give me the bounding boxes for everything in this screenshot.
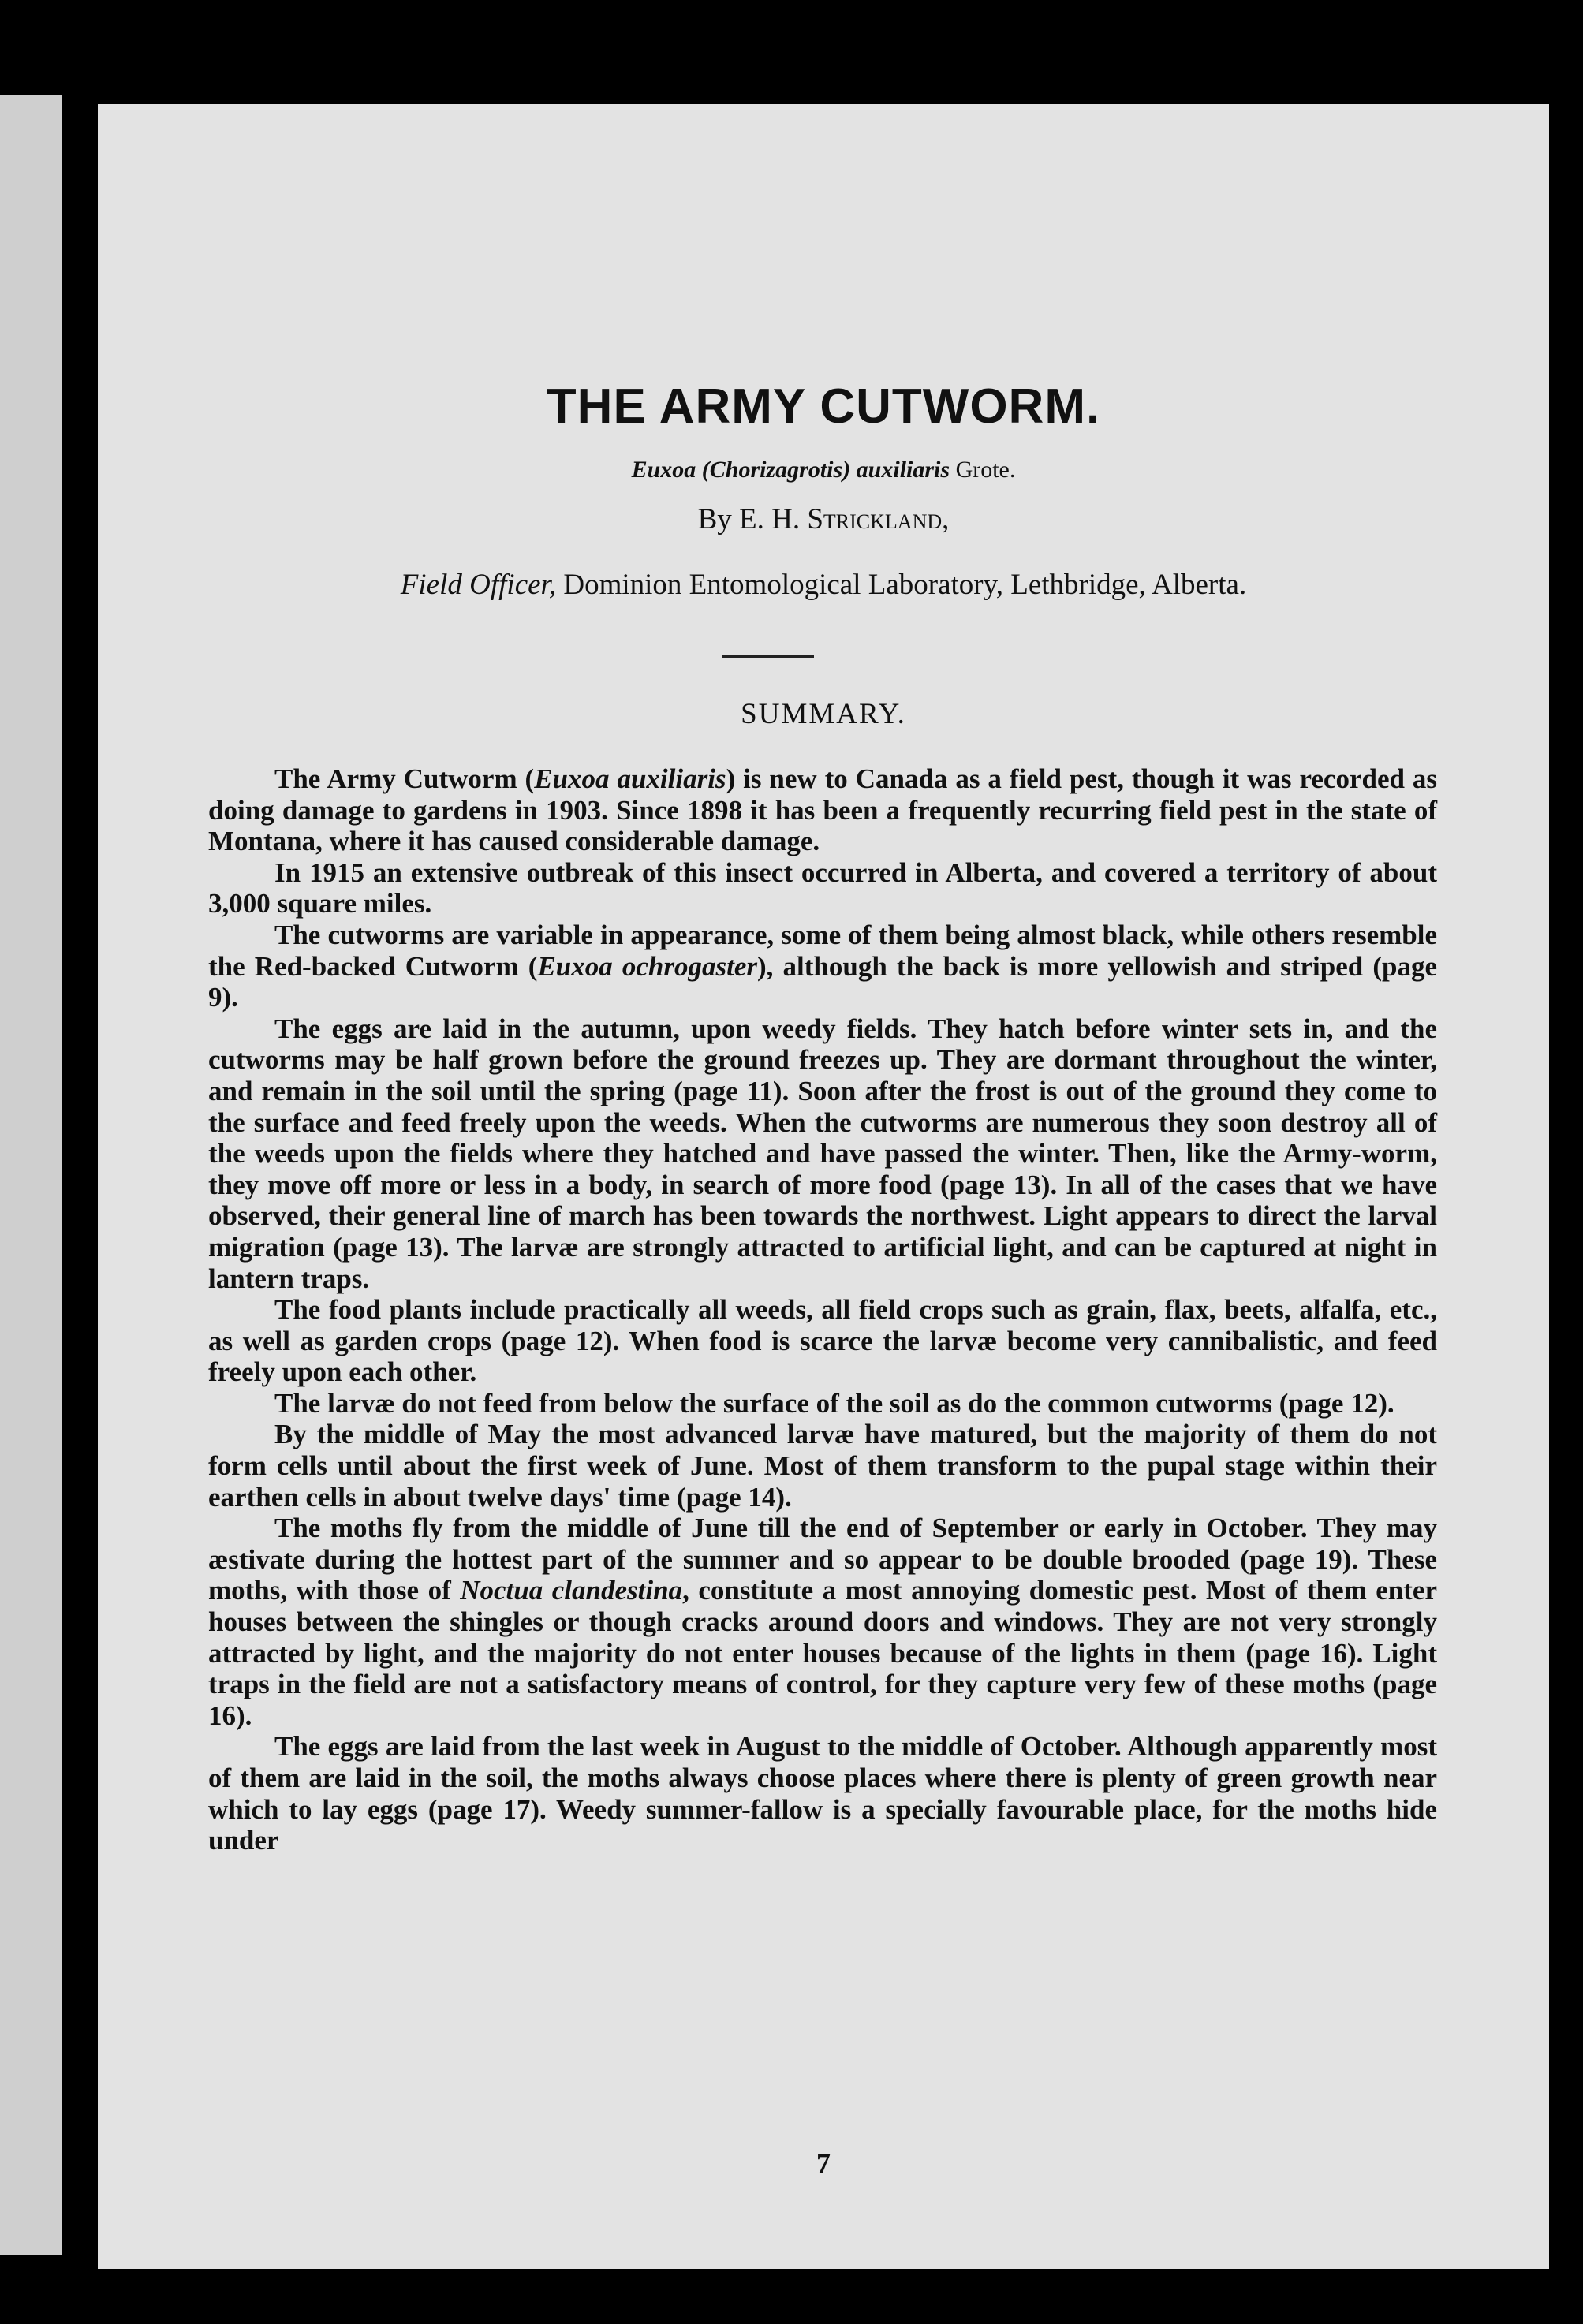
paragraph: The food plants include practically all weeds, all field crops such as grain, flax, beets, alfalfa, etc., as well as garden crops (page 12). When food is scarce the larvæ become very cannibalistic, and feed freely upon each other. bbox=[208, 1294, 1437, 1388]
affiliation bbox=[98, 568, 1549, 602]
species-name: Euxoa ochrogaster bbox=[537, 950, 757, 982]
scientific-name-line bbox=[98, 457, 1549, 483]
author-role: Field Officer, bbox=[400, 569, 557, 601]
adjacent-page-edge bbox=[0, 95, 62, 2255]
paragraph: The eggs are laid from the last week in August to the middle of October. Although apparently most of them are laid in the soil, the moths always choose places where there is plenty of green growth near which to lay eggs (page 17). Weedy summer-fallow is a specially favourable place, for the moths hide under bbox=[208, 1731, 1437, 1856]
page-number: 7 bbox=[816, 2147, 831, 2179]
scientific-author: Grote. bbox=[955, 457, 1016, 483]
author-name: Strickland, bbox=[807, 503, 950, 535]
paragraph: By the middle of May the most advanced larvæ have matured, but the majority of them do not form cells until about the first week of June. Most of them transform to the pupal stage within their earthen cells in about twelve days' time (page 14). bbox=[208, 1419, 1437, 1513]
paragraph: The eggs are laid in the autumn, upon weedy fields. They hatch before winter sets in, and the cutworms may be half grown before the ground freezes up. They are dormant throughout the winter, and remain in the soil until the spring (page 11). Soon after the frost is out of the ground they come to the surface and feed freely upon the weeds. When the cutworms are numerous they soon destroy all of the weeds upon the fields where they hatched and have passed the winter. Then, like the Army-worm, they move off more or less in a body, in search of more food (page 13). In all of the cases that we have observed, their general line of march has been towards the northwest. Light appears to direct the larval migration (page 13). The larvæ are strongly attracted to artificial light, and can be captured at night in lantern traps. bbox=[208, 1013, 1437, 1294]
paragraph: The cutworms are variable in appearance, some of them being almost black, while others resemble the Red-backed Cutworm (Euxoa ochrogaster), although the back is more yellowish and striped (page 9). bbox=[208, 919, 1437, 1013]
document-page bbox=[98, 104, 1549, 2269]
byline-prefix: By E. H. bbox=[697, 503, 801, 535]
paragraph: The Army Cutworm (Euxoa auxiliaris) is new to Canada as a field pest, though it was recorded as doing damage to gardens in 1903. Since 1898 it has been a frequently recurring field pest in the state of Montana, where it has caused considerable damage. bbox=[208, 763, 1437, 857]
author-organization: Dominion Entomological Laboratory, Lethbridge, Alberta. bbox=[563, 569, 1247, 601]
paragraph: In 1915 an extensive outbreak of this insect occurred in Alberta, and covered a territory of about 3,000 square miles. bbox=[208, 856, 1437, 920]
paragraph: The larvæ do not feed from below the surface of the soil as do the common cutworms (page 12). bbox=[274, 1387, 1394, 1419]
scientific-name: Euxoa (Chorizagrotis) auxiliaris bbox=[631, 457, 950, 483]
title-divider bbox=[722, 655, 814, 658]
species-name: Noctua clandestina bbox=[460, 1575, 683, 1606]
summary-body bbox=[208, 763, 1437, 1856]
species-name: Euxoa auxiliaris bbox=[534, 763, 726, 794]
byline bbox=[98, 502, 1549, 536]
section-heading: SUMMARY. bbox=[741, 698, 906, 730]
paragraph: The moths fly from the middle of June till the end of September or early in October. They may æstivate during the hottest part of the summer and so appear to be double brooded (page 19). These moths, with those of Noctua clandestina, constitute a most annoying domestic pest. Most of them enter houses between the shingles or though cracks around doors and windows. They are not very strongly attracted by light, and the majority do not enter houses because of the lights in them (page 16). Light traps in the field are not a satisfactory means of control, for they capture very few of these moths (page 16). bbox=[208, 1513, 1437, 1731]
page-title: THE ARMY CUTWORM. bbox=[546, 379, 1101, 434]
